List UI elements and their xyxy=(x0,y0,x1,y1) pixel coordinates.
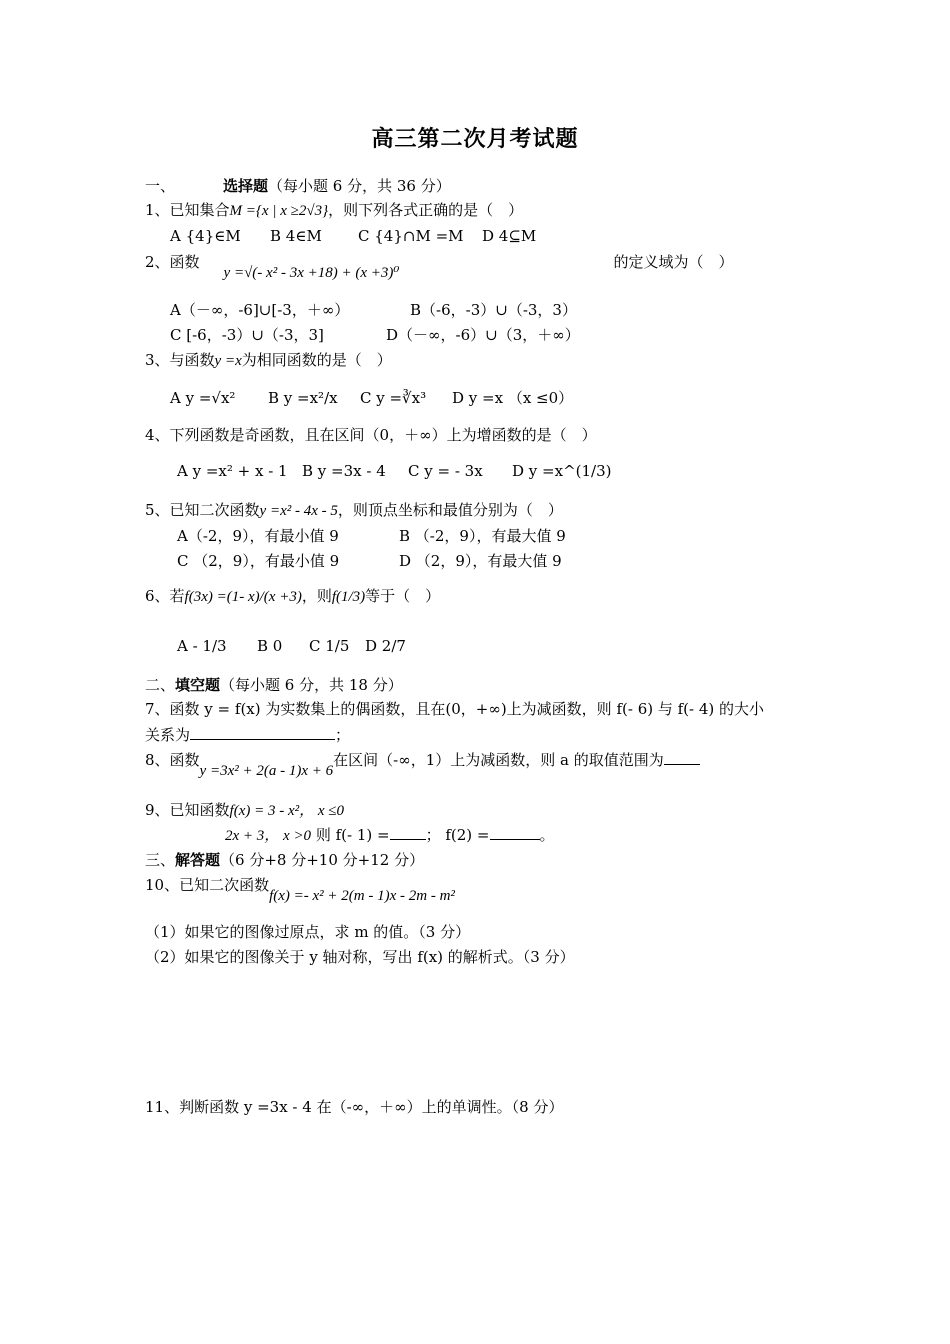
question-10-part2: （2）如果它的图像关于 y 轴对称，写出 f(x) 的解析式。（3 分） xyxy=(145,948,575,966)
math-expression: y =3x² + 2(a - 1)x + 6 xyxy=(199,763,334,779)
section-name: 选择题 xyxy=(223,177,269,195)
section-number: 二、 xyxy=(145,676,176,694)
question-5-options-row1 xyxy=(177,526,566,546)
section-name: 解答题 xyxy=(175,851,221,869)
question-10-part1: （1）如果它的图像过原点，求 m 的值。（3 分） xyxy=(145,923,471,941)
question-7-line1: 7、函数 y = f(x) 为实数集上的偶函数，且在(0，+∞)上为减函数，则 f(- 6) 与 f(- 4) 的大小 xyxy=(145,700,765,718)
question-mid: ，则 xyxy=(301,587,332,605)
option-a: A（-2，9），有最小值 9 xyxy=(177,527,339,545)
option-b: B （-2，9），有最大值 9 xyxy=(399,527,566,545)
question-7-line2 xyxy=(145,725,350,745)
question-5 xyxy=(145,500,563,521)
question-tail: 等于（ ） xyxy=(365,587,441,605)
question-3 xyxy=(145,350,392,371)
option-d: D y =x （x ≤0） xyxy=(452,389,574,407)
option-d: D 4⊆M xyxy=(482,227,537,245)
question-4-options xyxy=(177,461,611,481)
question-stem: 8、函数 xyxy=(145,751,200,769)
question-1 xyxy=(145,200,523,221)
math-expression: y =x² - 4x - 5 xyxy=(259,503,338,519)
section-fill-heading xyxy=(145,675,403,695)
question-6 xyxy=(145,586,440,607)
question-stem: 5、已知二次函数 xyxy=(145,501,260,519)
question-tail: 在区间（-∞，1）上为减函数，则 a 的取值范围为 xyxy=(333,751,664,769)
question-stem: 3、与函数 xyxy=(145,351,215,369)
question-tail: 的定义域为（ ） xyxy=(613,253,734,271)
question-mid: ； f(2) = xyxy=(425,826,490,844)
answer-blank xyxy=(664,750,700,765)
math-expression: f(3x) =(1- x)/(x +3) xyxy=(184,589,302,605)
option-c: C {4}∩M =M xyxy=(358,227,464,245)
question-5-options-row2 xyxy=(177,551,562,571)
option-c: C （2，9），有最小值 9 xyxy=(177,552,340,570)
answer-blank xyxy=(490,825,540,840)
math-expression: y =√(- x² - 3x +18) + (x +3)⁰ xyxy=(223,265,400,281)
option-b: B y =x²/x xyxy=(268,389,338,407)
section-number: 三、 xyxy=(145,851,176,869)
question-4: 4、下列函数是奇函数，且在区间（0，＋∞）上为增函数的是（ ） xyxy=(145,426,597,444)
answer-blank xyxy=(390,825,426,840)
question-stem: 9、已知函数 xyxy=(145,801,230,819)
question-tail: ，则顶点坐标和最值分别为（ ） xyxy=(337,501,563,519)
math-expression: 2x + 3， x >0 xyxy=(225,828,312,844)
option-a: A - 1/3 xyxy=(177,637,227,655)
option-b: B 0 xyxy=(257,637,283,655)
section-note: （每小题 6 分，共 36 分） xyxy=(268,177,451,195)
math-expression: f(x) = 3 - x²， x ≤0 xyxy=(229,803,345,819)
option-d: D （2，9），有最大值 9 xyxy=(399,552,562,570)
question-tail: ； xyxy=(335,726,351,744)
section-note: （每小题 6 分，共 18 分） xyxy=(220,676,403,694)
question-mid: 则 f(- 1) = xyxy=(315,826,390,844)
section-number: 一、 xyxy=(145,177,176,195)
option-c: C 1/5 xyxy=(309,637,350,655)
option-c: C y = - 3x xyxy=(408,462,483,480)
option-a: A y =√x² xyxy=(170,389,236,407)
math-expression: f(1/3) xyxy=(331,589,366,605)
question-2-options-row1 xyxy=(170,300,577,320)
option-c: C [-6，-3）∪（-3，3] xyxy=(170,326,324,344)
question-tail: 为相同函数的是（ ） xyxy=(241,351,392,369)
question-2 xyxy=(145,252,734,281)
question-stem: 10、已知二次函数 xyxy=(145,876,270,894)
section-solve-heading xyxy=(145,850,424,870)
option-b: B y =3x - 4 xyxy=(302,462,386,480)
question-2-options-row2 xyxy=(170,325,580,345)
option-a: A y =x² + x - 1 xyxy=(177,462,288,480)
section-choice-heading xyxy=(145,176,451,196)
question-11: 11、判断函数 y =3x - 4 在（-∞，＋∞）上的单调性。（8 分） xyxy=(145,1098,564,1116)
question-6-options xyxy=(177,636,406,656)
option-d: D（－∞，-6）∪（3，＋∞） xyxy=(386,326,580,344)
question-9-line2 xyxy=(225,825,555,846)
question-stem: 1、已知集合 xyxy=(145,201,230,219)
math-expression: f(x) =- x² + 2(m - 1)x - 2m - m² xyxy=(269,888,455,904)
option-d: D 2/7 xyxy=(365,637,406,655)
option-c: C y =∛x³ xyxy=(360,389,427,407)
option-d: D y =x^(1/3) xyxy=(512,462,612,480)
question-stem: 6、若 xyxy=(145,587,185,605)
question-1-options xyxy=(170,226,536,246)
option-a: A {4}∈M xyxy=(170,227,241,245)
question-stem: 2、函数 xyxy=(145,253,200,271)
option-b: B（-6，-3）∪（-3，3） xyxy=(410,301,577,319)
question-stem: 关系为 xyxy=(145,726,191,744)
answer-blank xyxy=(190,725,335,740)
question-10 xyxy=(145,875,455,904)
section-note: （6 分+8 分+10 分+12 分） xyxy=(220,851,425,869)
page-title: 高三第二次月考试题 xyxy=(371,126,579,152)
section-name: 填空题 xyxy=(175,676,221,694)
math-expression: y =x xyxy=(214,353,242,369)
question-8 xyxy=(145,750,700,779)
math-expression: M ={x | x ≥2√3} xyxy=(229,203,329,219)
option-a: A（－∞，-6]∪[-3，＋∞） xyxy=(170,301,350,319)
question-tail: 。 xyxy=(539,826,555,844)
question-9-line1 xyxy=(145,800,344,821)
question-3-options xyxy=(170,388,573,408)
option-b: B 4∈M xyxy=(270,227,322,245)
question-tail: ，则下列各式正确的是（ ） xyxy=(328,201,524,219)
